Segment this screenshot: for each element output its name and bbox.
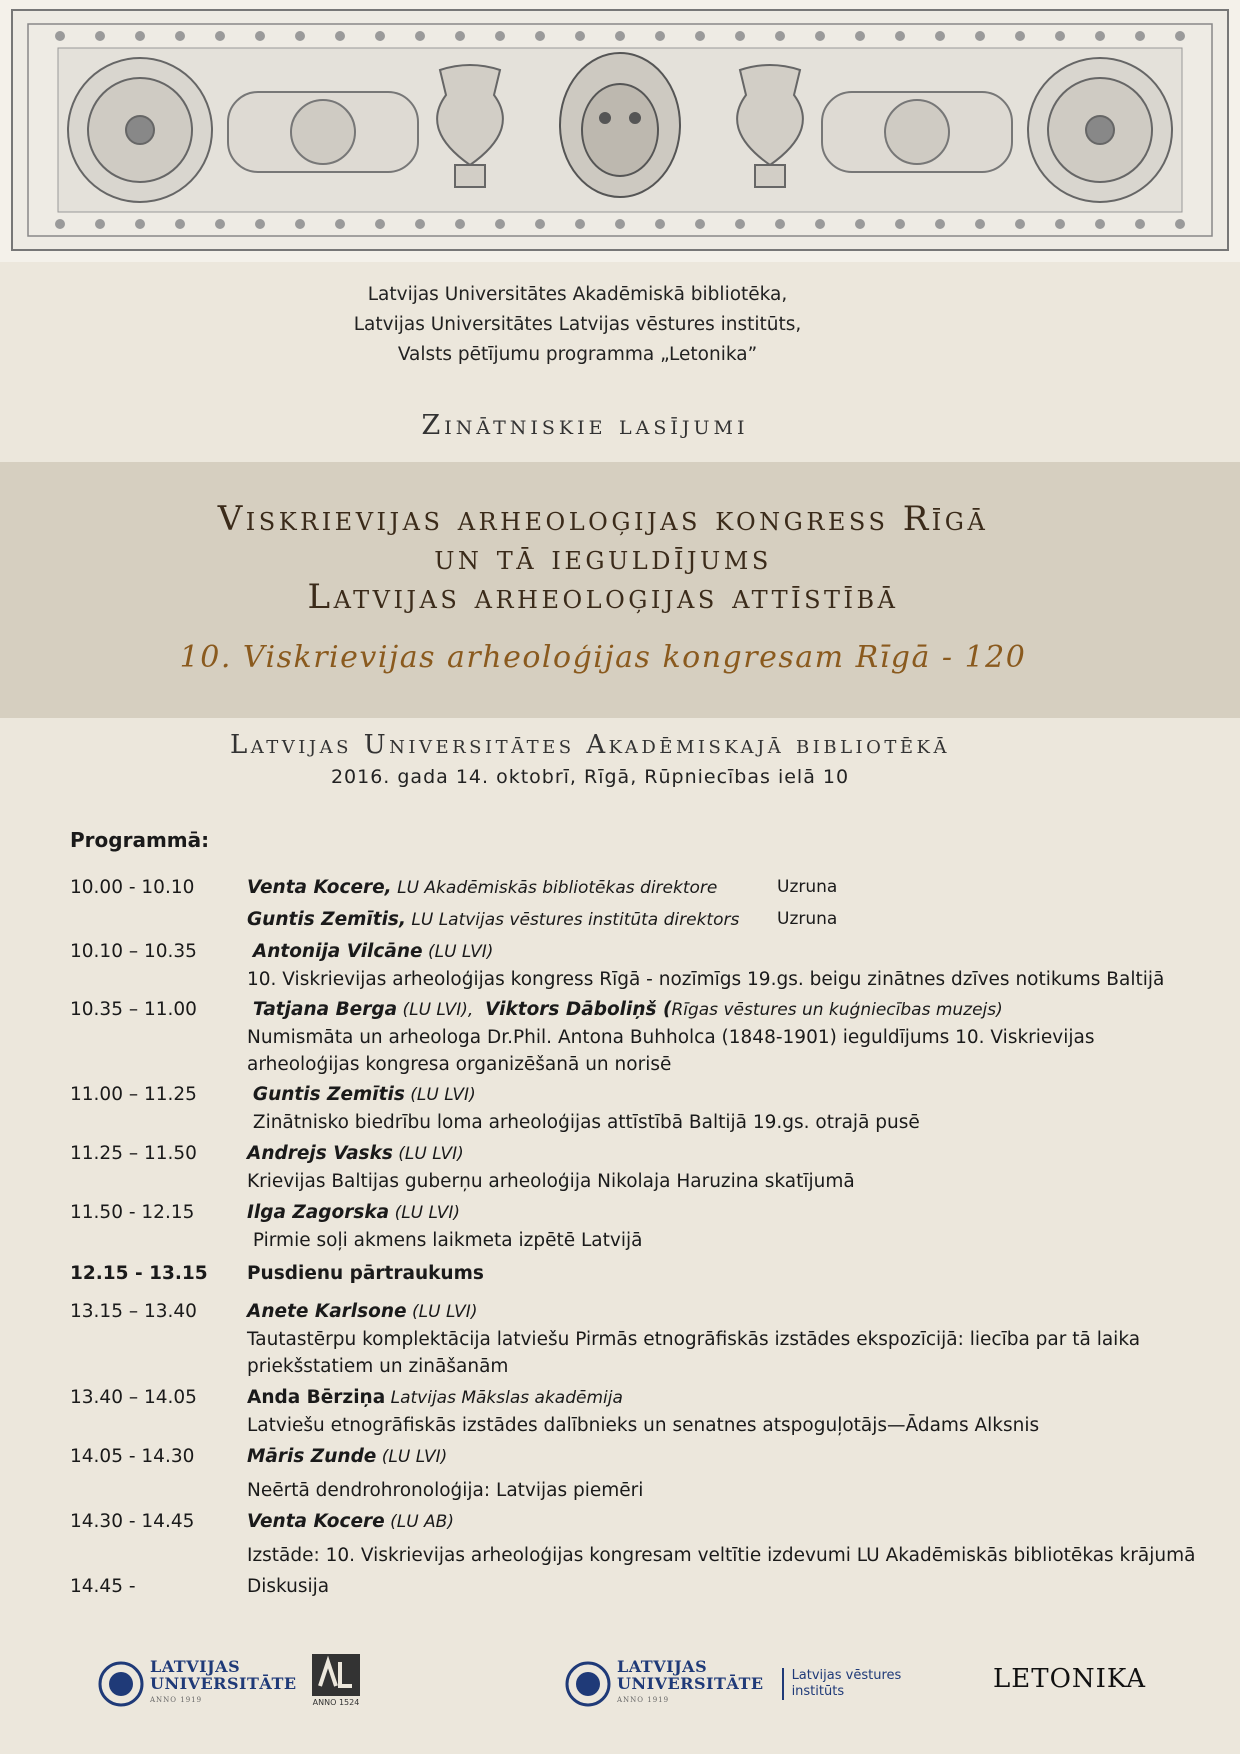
lvi-logo-text: [782, 1668, 902, 1700]
logo-text: LATVIJAS: [617, 1657, 708, 1676]
university-seal-icon: [565, 1661, 611, 1707]
lu-logo: [98, 1658, 297, 1709]
talk-title: Krievijas Baltijas guberņu arheoloģija Nikolaja Haruzina skatījumā: [247, 1171, 855, 1192]
break-label: Pusdienu pārtraukums: [247, 1263, 484, 1284]
talk-title: Zinātnisko biedrību loma arheoloģijas attīstībā Baltijā 19.gs. otrajā pusē: [252, 1112, 920, 1133]
logo-anno: ANNO 1524: [312, 1698, 360, 1707]
program-time: 14.05 - 14.30: [70, 1446, 195, 1467]
speaker-affiliation: (LU LVI): [392, 1144, 464, 1164]
speaker-affiliation: (LU LVI): [404, 1085, 476, 1105]
speaker-affiliation: (LU LVI): [422, 942, 494, 962]
logo-text: UNIVERSITĀTE: [150, 1674, 297, 1693]
speaker-name: Ilga Zagorska: [247, 1202, 390, 1223]
program-time: 13.40 – 14.05: [70, 1387, 197, 1408]
speaker-affiliation: Rīgas vēstures un kuģniecības muzejs): [671, 1000, 1003, 1020]
speaker-name: Anete Karlsone: [247, 1301, 407, 1322]
lu-lvi-logo: [565, 1658, 901, 1709]
logo-text: institūts: [791, 1683, 845, 1699]
event-date: 2016. gada 14. oktobrī, Rīgā, Rūpniecības ielā 10: [330, 766, 850, 788]
speaker-name: Viktors Dāboliņš (: [485, 999, 672, 1020]
footer-logos: [0, 1650, 1240, 1720]
speaker-name: Tatjana Berga: [252, 999, 398, 1020]
program-time: 13.15 – 13.40: [70, 1301, 197, 1322]
talk-title: Tautastērpu komplektācija latviešu Pirmās etnogrāfiskās izstādes ekspozīcijā: liecība par tā laika: [247, 1329, 1141, 1350]
speaker-affiliation: LU Latvijas vēstures institūta direktors: [405, 910, 740, 930]
program-time: 11.25 – 11.50: [70, 1143, 197, 1164]
speaker-affiliation: (LU LVI): [406, 1302, 478, 1322]
speaker-name: Guntis Zemītis,: [247, 909, 406, 930]
title-line: un tā ieguldījums: [434, 538, 772, 578]
speaker-affiliation: LU Akadēmiskās bibliotēkas direktore: [391, 878, 718, 898]
event-title: [0, 500, 1206, 617]
speaker-name: Andrejs Vasks: [247, 1143, 393, 1164]
logo-anno: ANNO 1919: [617, 1696, 670, 1704]
event-subtitle: 10. Viskrievijas arheoloģijas kongresam Rīgā - 120: [179, 640, 1027, 675]
logo-anno: ANNO 1919: [150, 1696, 203, 1704]
speaker-role: Uzruna: [777, 909, 838, 929]
speaker-role: Uzruna: [777, 877, 838, 897]
ornamental-frieze: [0, 0, 1240, 262]
talk-title: Neērtā dendrohronoloģija: Latvijas piemēri: [247, 1480, 644, 1501]
speaker-affiliation: (LU LVI): [376, 1447, 448, 1467]
title-line: Latvijas arheoloģijas attīstībā: [307, 577, 899, 617]
talk-title: Latviešu etnogrāfiskās izstādes dalībnieks un senatnes atspoguļotājs—Ādams Alksnis: [247, 1415, 1040, 1436]
library-monogram-icon: [310, 1652, 362, 1698]
talk-title: 10. Viskrievijas arheoloģijas kongress Rīgā - nozīmīgs 19.gs. beigu zinātnes dzīves notikums Baltijā: [247, 969, 1165, 990]
organizer-line: Latvijas Universitātes Latvijas vēstures institūts,: [353, 314, 802, 335]
speaker-affiliation: (LU AB): [384, 1512, 454, 1532]
university-seal-icon: [98, 1661, 144, 1707]
title-line: Viskrievijas arheoloģijas kongress Rīgā: [217, 499, 989, 539]
speaker-name: Antonija Vilcāne: [252, 941, 423, 962]
program-time: 14.30 - 14.45: [70, 1511, 195, 1532]
discussion-label: Diskusija: [247, 1576, 330, 1597]
organizers: [0, 280, 1155, 370]
program-label: Programmā:: [70, 828, 210, 852]
library-logo: [310, 1652, 362, 1707]
program-time: 11.50 - 12.15: [70, 1202, 195, 1223]
program-time: 10.35 – 11.00: [70, 999, 197, 1020]
program-time: 14.45 -: [70, 1576, 136, 1597]
speaker-name: Māris Zunde: [247, 1446, 377, 1467]
talk-title: Numismāta un arheologa Dr.Phil. Antona Buhholca (1848-1901) ieguldījums 10. Viskrievijas: [247, 1027, 1095, 1048]
letonika-logo: LETONIKA: [993, 1664, 1147, 1694]
talk-title: arheoloģijas kongresa organizēšanā un norisē: [247, 1054, 672, 1075]
speaker-name: Venta Kocere,: [247, 877, 392, 898]
series-heading: Zinātniskie lasījumi: [421, 410, 749, 441]
talk-title: Pirmie soļi akmens laikmeta izpētē Latvijā: [252, 1230, 643, 1251]
logo-text: UNIVERSITĀTE: [617, 1674, 764, 1693]
speaker-name: Venta Kocere: [247, 1511, 385, 1532]
speaker-name: Guntis Zemītis: [252, 1084, 405, 1105]
organizer-line: Valsts pētījumu programma „Letonika”: [397, 344, 758, 365]
program-time: 10.10 – 10.35: [70, 941, 197, 962]
logo-text: LATVIJAS: [150, 1657, 241, 1676]
speaker-affiliation: Latvijas Mākslas akadēmija: [385, 1388, 623, 1408]
program-time: 12.15 - 13.15: [70, 1263, 208, 1284]
program-time: 11.00 – 11.25: [70, 1084, 197, 1105]
speaker-affiliation: (LU LVI): [389, 1203, 461, 1223]
talk-title: priekšstatiem un zināšanām: [247, 1356, 509, 1377]
talk-title: Izstāde: 10. Viskrievijas arheoloģijas kongresam veltītie izdevumi LU Akadēmiskās bibliotēkas krājumā: [247, 1545, 1196, 1566]
speaker-name: Anda Bērziņa: [247, 1387, 386, 1408]
speaker-affiliation: (LU LVI),: [397, 1000, 474, 1020]
program-time: 10.00 - 10.10: [70, 877, 195, 898]
venue: Latvijas Universitātes Akadēmiskajā bibliotēkā: [230, 730, 950, 760]
organizer-line: Latvijas Universitātes Akadēmiskā bibliotēka,: [367, 284, 788, 305]
logo-text: Latvijas vēstures: [791, 1667, 902, 1683]
